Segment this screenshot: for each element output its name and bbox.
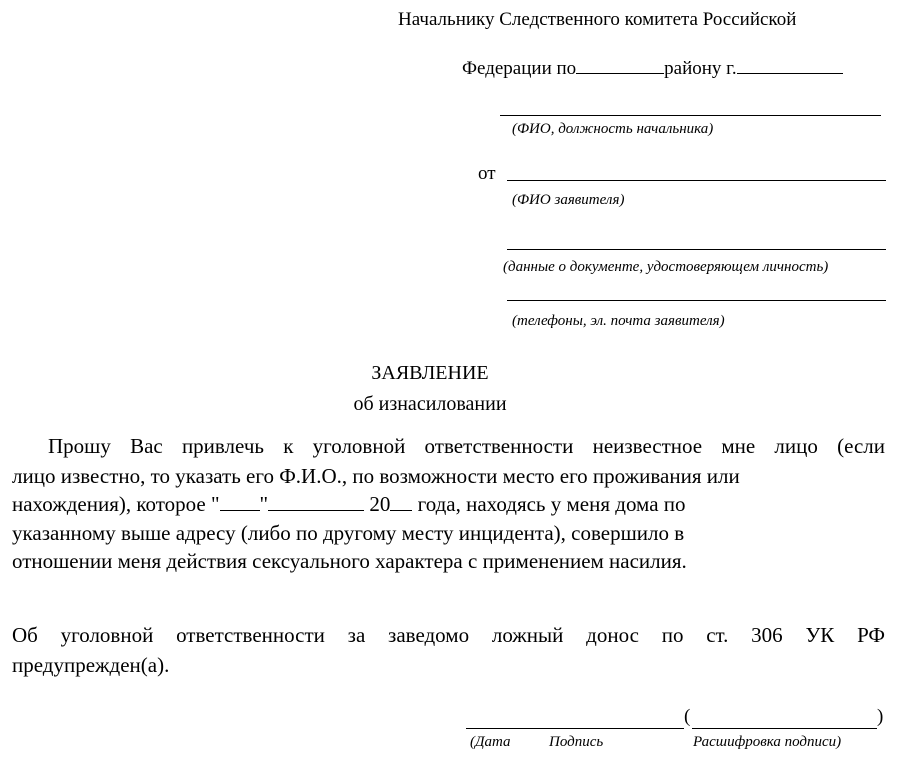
signature-caption: Подпись <box>549 734 604 750</box>
warning-line-1: Об уголовной ответственности за заведомо ложный донос по ст. 306 УК РФ <box>12 623 885 647</box>
quote-close: " <box>259 492 269 516</box>
date-caption: (Дата <box>470 734 511 750</box>
month-blank[interactable] <box>268 492 364 511</box>
applicant-name-line[interactable] <box>507 180 886 181</box>
warning-line-2: предупрежден(а). <box>12 653 170 677</box>
contacts-line[interactable] <box>507 300 886 301</box>
decode-signature-line[interactable] <box>692 728 877 729</box>
document-line[interactable] <box>507 249 886 250</box>
paren-open: ( <box>684 706 691 727</box>
from-label: от <box>478 163 496 184</box>
chief-name-line[interactable] <box>500 115 881 116</box>
addressee-line-1: Начальнику Следственного комитета Российской <box>398 9 797 30</box>
district-label: району г. <box>664 58 737 79</box>
contacts-caption: (телефоны, эл. почта заявителя) <box>512 313 725 329</box>
document-caption: (данные о документе, удостоверяющем личность) <box>503 259 829 275</box>
city-blank[interactable] <box>737 55 843 74</box>
year-prefix: 20 <box>369 492 391 516</box>
document-title: ЗАЯВЛЕНИЕ <box>371 362 489 384</box>
federation-label: Федерации по <box>462 58 577 79</box>
year-blank[interactable] <box>390 492 412 511</box>
district-blank[interactable] <box>576 55 664 74</box>
paren-close: ) <box>877 706 884 727</box>
document-subtitle: об изнасиловании <box>353 393 507 415</box>
applicant-caption: (ФИО заявителя) <box>512 192 625 208</box>
addressee-line-2 <box>462 55 843 80</box>
body-line-3-start: нахождения), которое " <box>12 492 220 516</box>
body-line-3 <box>12 489 885 519</box>
chief-caption: (ФИО, должность начальника) <box>512 121 714 137</box>
body-line-3-end: года, находясь у меня дома по <box>417 492 686 516</box>
body-line-1: Прошу Вас привлечь к уголовной ответственности неизвестное мне лицо (если <box>48 434 885 458</box>
date-signature-line[interactable] <box>466 728 684 729</box>
decode-caption: Расшифровка подписи) <box>693 734 842 750</box>
body-line-4: указанному выше адресу (либо по другому месту инцидента), совершило в <box>12 521 685 545</box>
body-line-5: отношении меня действия сексуального характера с применением насилия. <box>12 549 687 573</box>
day-blank[interactable] <box>220 492 260 511</box>
body-line-2: лицо известно, то указать его Ф.И.О., по возможности место его проживания или <box>12 464 740 488</box>
